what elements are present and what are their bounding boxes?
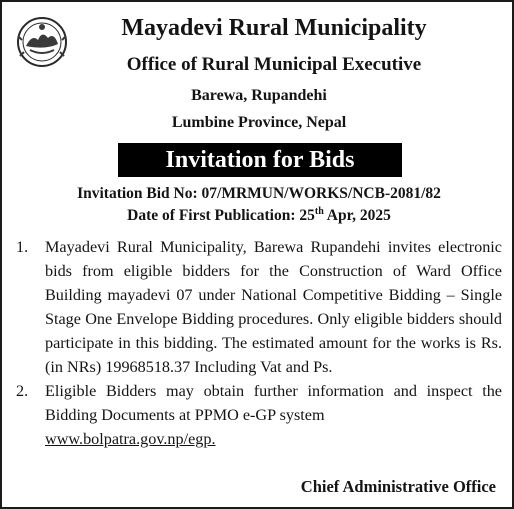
item-number: 2. [16, 382, 29, 400]
invitation-banner: Invitation for Bids [118, 143, 402, 177]
bid-number: Invitation Bid No: 07/MRMUN/WORKS/NCB-2081/82 [77, 185, 441, 202]
office-title: Office of Rural Municipal Executive [126, 54, 422, 75]
province-line: Lumbine Province, Nepal [171, 114, 347, 131]
list-item [2, 235, 514, 379]
publication-suffix: th [314, 205, 324, 217]
list-item [2, 379, 514, 451]
bid-items-list [2, 235, 514, 451]
publication-label: Date of First Publication: 25 [127, 207, 315, 224]
item-number: 1. [16, 238, 29, 256]
bolpatra-link[interactable]: www.bolpatra.gov.np/egp. [45, 430, 216, 448]
publication-rest: Apr, 2025 [323, 207, 391, 224]
location-line: Barewa, Rupandehi [191, 87, 327, 104]
municipality-title: Mayadevi Rural Municipality [121, 15, 427, 41]
item-text: Mayadevi Rural Municipality, Barewa Rupandehi invites electronic bids from eligible bidders for the Construction of Ward Office Building mayadevi 07 under National Competitive Bidding – Single Stage One Envelope Bidding procedures. Only eligible bidders should participate in this bidding. The estimated amount for the works is Rs. (in NRs) 19968518.37 Including Vat and Ps. [45, 238, 502, 376]
publication-date [2, 207, 514, 225]
signoff: Chief Administrative Office [300, 477, 496, 496]
item-text: Eligible Bidders may obtain further information and inspect the Bidding Documents at PPMO e-GP system [45, 382, 502, 424]
